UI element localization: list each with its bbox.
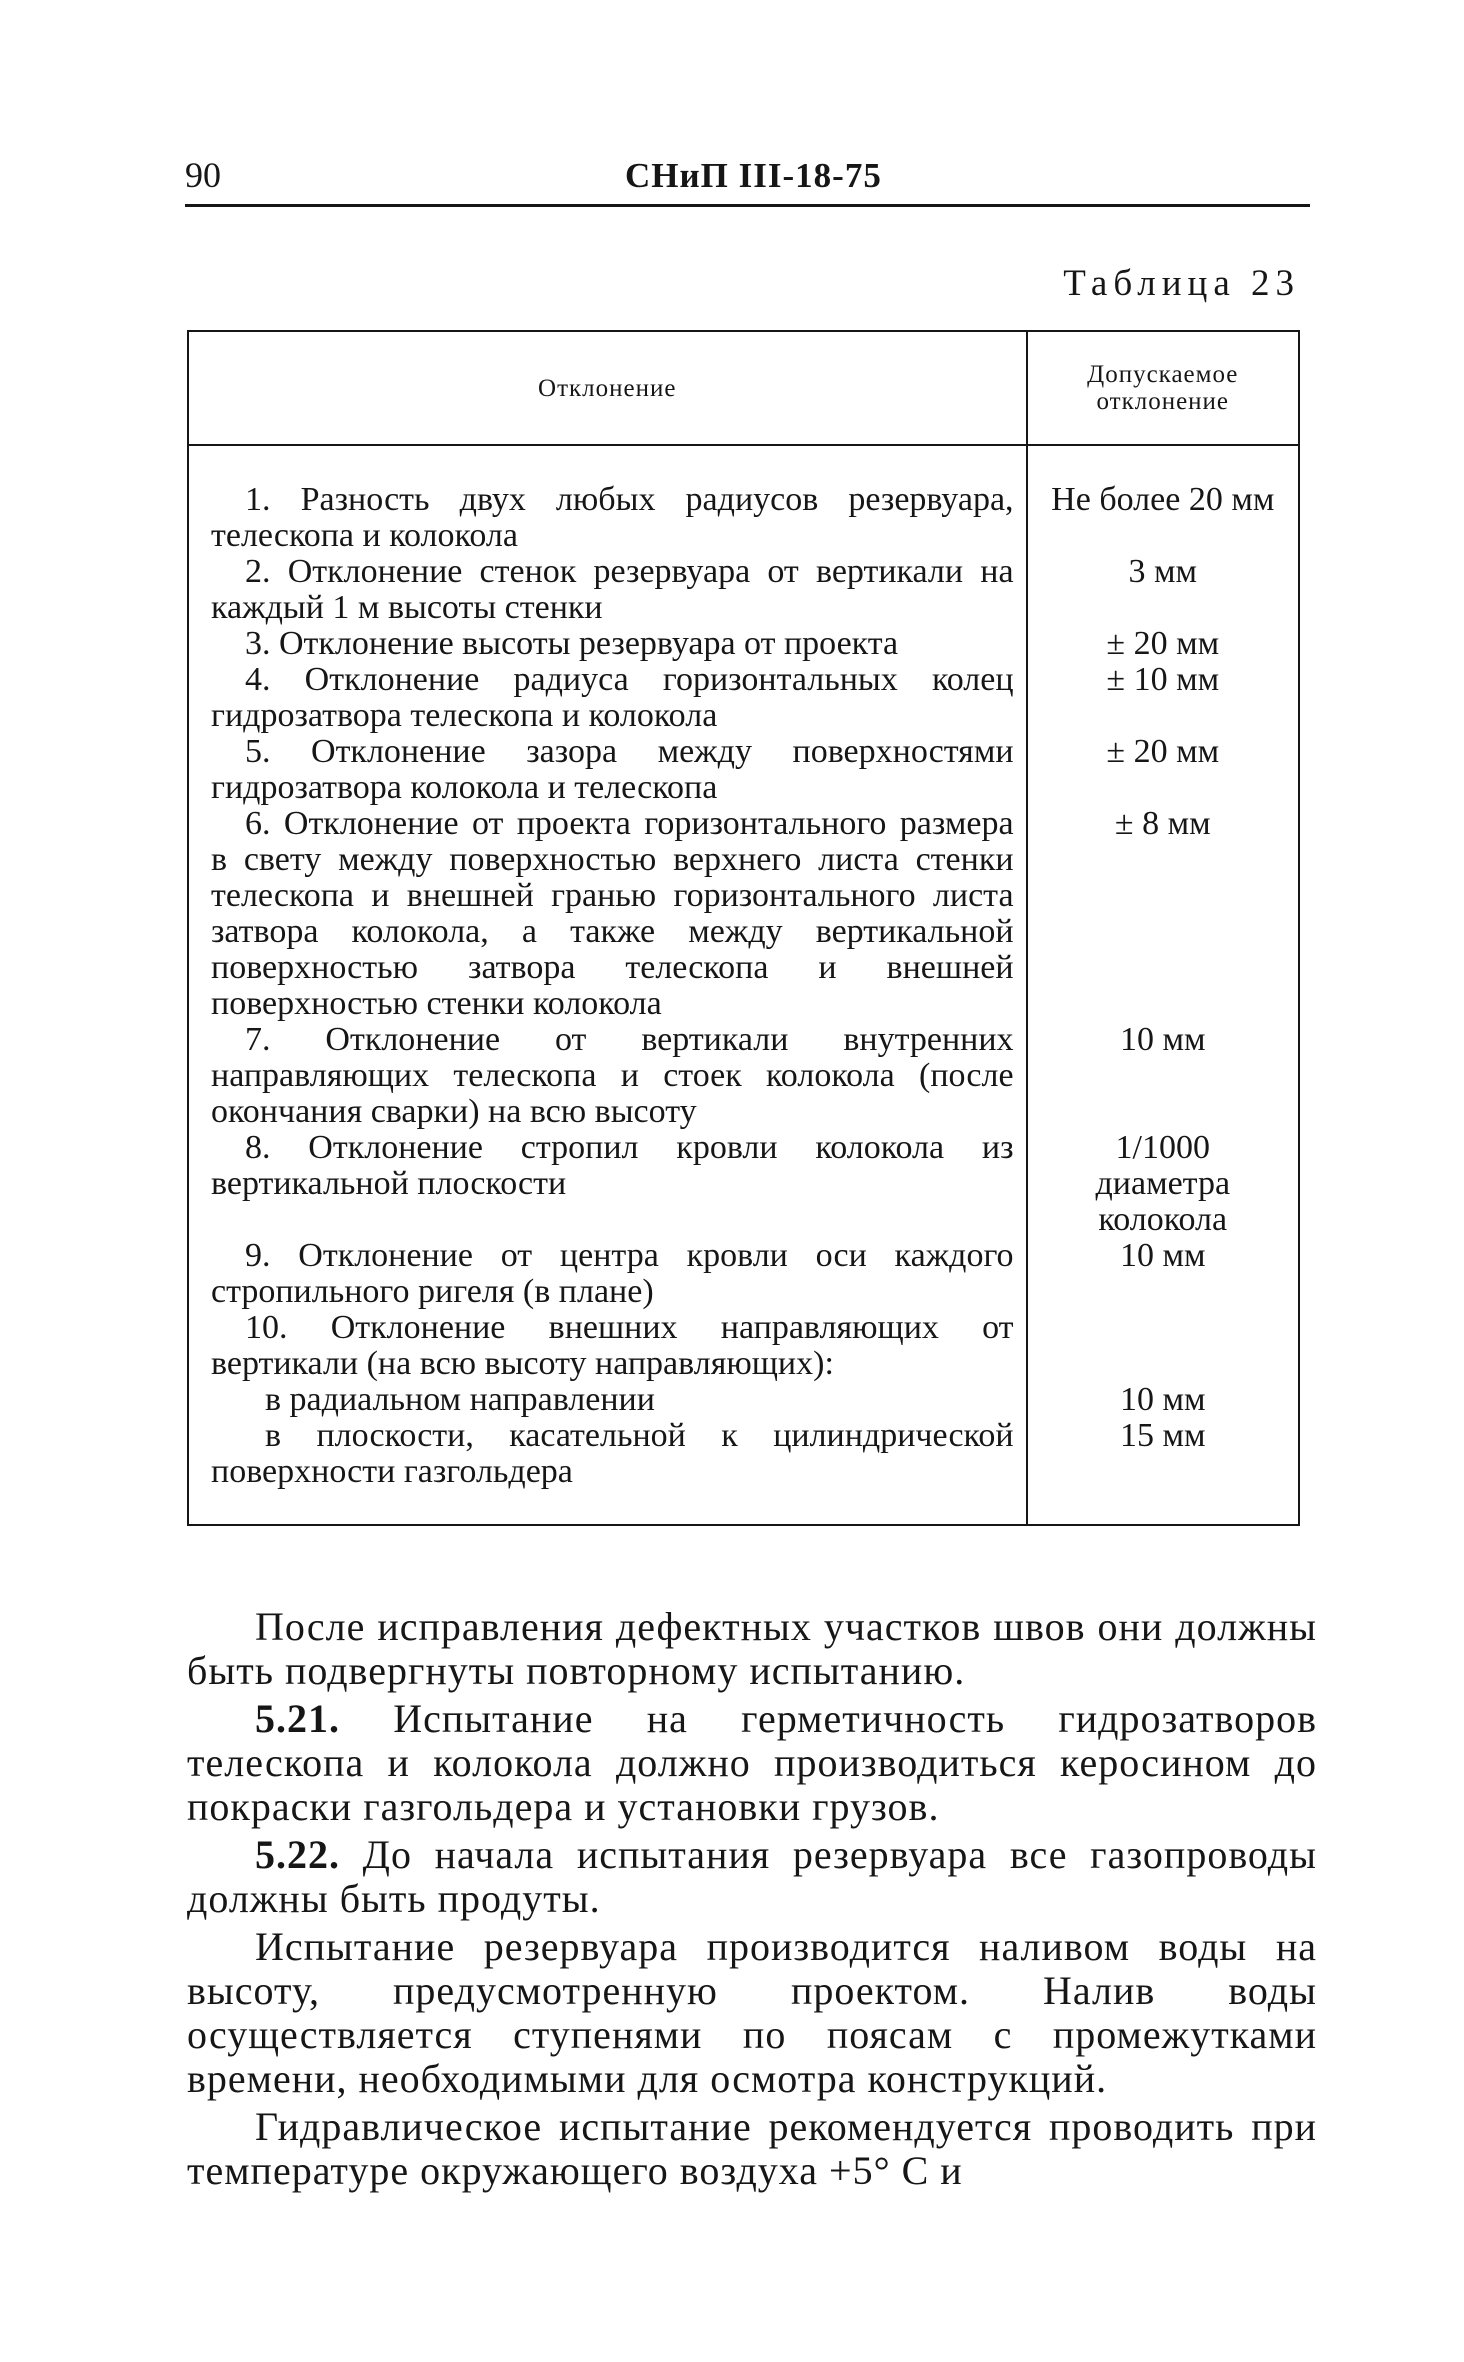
row-text: 3. Отклонение высоты резервуара от проекта <box>245 625 899 662</box>
column-header-deviation: Отклонение <box>188 331 1027 445</box>
table-row <box>188 1022 1299 1130</box>
row-text: 7. Отклонение от вертикали внутренних направляющих телескопа и стоек колокола (после окончания сварки) на всю высоту <box>211 1021 1014 1130</box>
table-row <box>188 1418 1299 1525</box>
body-text <box>187 1605 1317 2197</box>
row-text: 8. Отклонение стропил кровли колокола из вертикальной плоскости <box>211 1129 1014 1202</box>
table-row <box>188 662 1299 734</box>
row-text: в радиальном направлении <box>265 1381 655 1418</box>
row-text: 1. Разность двух любых радиусов резервуара, телескопа и колокола <box>211 481 1014 554</box>
paragraph: Испытание резервуара производится наливом воды на высоту, предусмотренную проектом. Налив воды осуществляется ступенями по поясам с промежутками времени, необходимыми для осмотра конструкций. <box>187 1924 1317 2101</box>
table-row <box>188 1310 1299 1382</box>
table-caption: Таблица 23 <box>1063 263 1300 304</box>
table-row <box>188 734 1299 806</box>
table-row <box>188 445 1299 554</box>
table-row <box>188 1382 1299 1418</box>
paragraph: Гидравлическое испытание рекомендуется проводить при температуре окружающего воздуха +5° С и <box>187 2104 1317 2193</box>
table-row <box>188 806 1299 1022</box>
clause-text: До начала испытания резервуара все газопроводы должны быть продуты. <box>187 1832 1317 1921</box>
document-code: СНиП III-18-75 <box>625 156 882 195</box>
row-text: 10. Отклонение внешних направляющих от вертикали (на всю высоту направляющих): <box>211 1309 1014 1382</box>
row-value: 10 мм <box>1120 1381 1206 1418</box>
table-row <box>188 554 1299 626</box>
row-text: 6. Отклонение от проекта горизонтального размера в свету между поверхностью верхнего листа стенки телескопа и внешней гранью горизонтального листа затвора колокола, а также между вертикальной поверхностью затвора телескопа и внешней поверхностью стенки колокола <box>211 805 1014 1022</box>
column-header-allowed-deviation <box>1027 331 1299 445</box>
row-text: 4. Отклонение радиуса горизонтальных колец гидрозатвора телескопа и колокола <box>211 661 1014 734</box>
clause-number: 5.22. <box>255 1832 340 1877</box>
row-value: ± 8 мм <box>1114 805 1211 842</box>
table-row <box>188 1130 1299 1238</box>
column-header-allowed-deviation-text: Допускаемое отклонение <box>1087 361 1239 415</box>
table-row <box>188 626 1299 662</box>
clause-number: 5.21. <box>255 1696 340 1741</box>
table-header-row <box>188 331 1299 445</box>
clause-text: Испытание на герметичность гидрозатворов телескопа и колокола должно производиться керосином до покраски газгольдера и установки грузов. <box>187 1696 1317 1829</box>
row-value: 15 мм <box>1120 1417 1206 1454</box>
tolerance-table <box>187 330 1300 1526</box>
page-header <box>185 154 1310 208</box>
header-rule <box>185 204 1310 207</box>
paragraph <box>187 1697 1317 1829</box>
row-value: 3 мм <box>1128 553 1198 590</box>
page-number: 90 <box>185 155 221 195</box>
row-value: 10 мм <box>1120 1021 1206 1058</box>
row-value: ± 10 мм <box>1106 661 1220 698</box>
paragraph <box>187 1833 1317 1921</box>
row-text: в плоскости, касательной к цилиндрической поверхности газгольдера <box>211 1417 1014 1490</box>
row-text: 5. Отклонение зазора между поверхностями гидрозатвора колокола и телескопа <box>211 733 1014 806</box>
row-value: 1/1000 диаметра колокола <box>1095 1129 1231 1238</box>
row-text: 9. Отклонение от центра кровли оси каждого стропильного ригеля (в плане) <box>211 1237 1014 1310</box>
row-value: ± 20 мм <box>1106 625 1220 662</box>
table-row <box>188 1238 1299 1310</box>
row-value: ± 20 мм <box>1106 733 1220 770</box>
row-value: Не более 20 мм <box>1051 481 1275 518</box>
row-value: 10 мм <box>1120 1237 1206 1274</box>
paragraph: После исправления дефектных участков швов они должны быть подвергнуты повторному испытанию. <box>187 1604 1317 1693</box>
row-text: 2. Отклонение стенок резервуара от вертикали на каждый 1 м высоты стенки <box>211 553 1014 626</box>
